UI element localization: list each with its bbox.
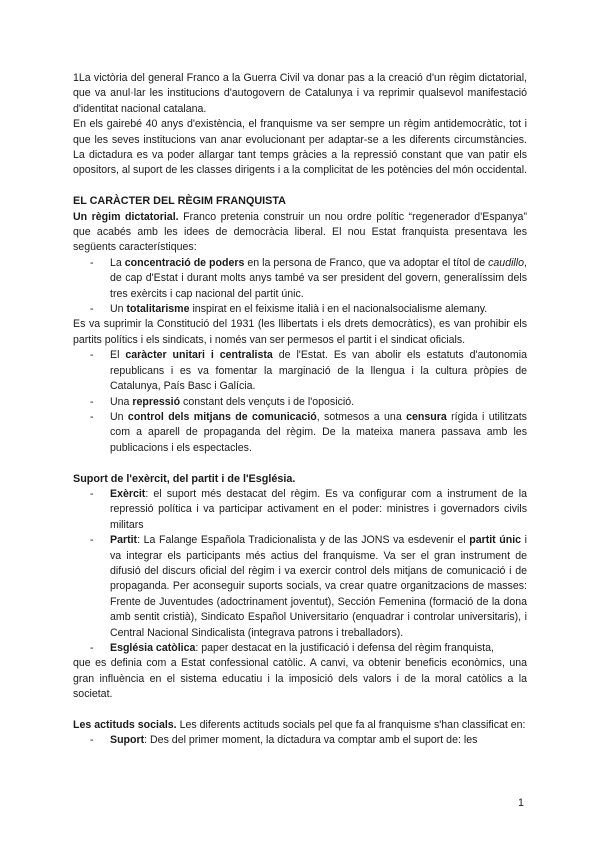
list-item: - El caràcter unitari i centralista de l'Estat. Es van abolir els estatuts d'autonomia republicans i es va fomentar la marginació de la llengua i la cultura pròpies de Catalunya, País Basc i Galícia.	[73, 348, 527, 394]
bullet-dash: -	[90, 642, 94, 654]
bullet-dash: -	[90, 487, 94, 500]
social-attitudes-paragraph: Les actituds socials. Les diferents actituds socials pel que fa al franquisme s'han classificat en:	[73, 719, 526, 732]
section-heading-regime: EL CARÀCTER DEL RÈGIM FRANQUISTA	[73, 195, 286, 208]
list-item: - Suport: Des del primer moment, la dictadura va comptar amb el suport de: les	[73, 733, 527, 748]
regime-lead-paragraph: Un règim dictatorial. Franco pretenia construir un nou ordre polític “regenerador d'Espanya” que acabés amb les idees de democràcia liberal. El nou Estat franquista presentava les següents característiques:	[73, 210, 527, 254]
bullet-dash: -	[90, 395, 94, 408]
document-page	[73, 71, 527, 749]
church-continuation-paragraph: que es definia com a Estat confessional catòlic. A canvi, va obtenir beneficis econòmics, una gran influència en el sistema educatiu i la imposició dels valors i de la moral catòlics a la societat.	[73, 657, 527, 701]
bullet-dash: -	[90, 349, 94, 362]
list-item: - Exèrcit: el suport més destacat del règim. Es va configurar com a instrument de la repressió política i va participar activament en el poder: ministres i governadors civils militars	[73, 487, 527, 533]
list-item: - Una repressió constant dels vençuts i de l'oposició.	[73, 395, 527, 410]
bullet-dash: -	[90, 303, 94, 316]
list-item: - Església catòlica: paper destacat en la justificació i defensa del règim franquista,	[73, 641, 527, 656]
intro-paragraph-1: 1La victòria del general Franco a la Guerra Civil va donar pas a la creació d'un règim dictatorial, que va anul·lar les institucions d'autogovern de Catalunya i va reprimir qualsevol manifestació d'identitat nacional catalana.	[73, 72, 527, 115]
bullet-dash: -	[90, 734, 94, 747]
list-item: - Partit: La Falange Española Tradicionalista y de las JONS va esdevenir el partit únic i va integrar els participants més actius del franquisme. Va ser el gran instrument de difusió del discurs oficial del règim i va exercir control dels mitjans de comunicació i de propaganda. Per aconseguir suports socials, va crear quatre organitzacions de masses: Frente de Juventudes (adoctrinament joventut), Sección Femenina (formació de la dona amb sentit cristià), Sindicato Español Universitario (enquadrar i controlar universitaris), i Central Nacional Sindicalista (integrava patrons i treballadors).	[73, 533, 527, 641]
regime-continuation-paragraph: Es va suprimir la Constitució del 1931 (les llibertats i els drets democràtics), es van prohibir els partits polítics i els sindicats, i només van ser permesos el partit i el sindicat oficials.	[73, 318, 527, 346]
bullet-dash: -	[90, 534, 94, 547]
section-heading-support: Suport de l'exèrcit, del partit i de l'Església.	[73, 472, 296, 485]
list-item: - Un totalitarisme inspirat en el feixisme italià i en el nacionalsocialisme alemany.	[73, 302, 527, 317]
intro-paragraph-2: En els gairebé 40 anys d'existència, el franquisme va ser sempre un règim antidemocràtic, tot i que les seves institucions van anar evolucionant per adaptar-se a les diferents circumstàncies. La dictadura es va poder allargar tant temps gràcies a la repressió constant que van patir els opositors, al suport de les classes dirigents i a la complicitat de les potències del món occidental.	[73, 118, 528, 177]
page-number: 1	[518, 797, 524, 809]
list-item: - Un control dels mitjans de comunicació, sotmesos a una censura rígida i utilitzats com a aparell de propaganda del règim. De la mateixa manera passava amb les publicacions i els espectacles.	[73, 410, 527, 456]
list-item: - La concentració de poders en la persona de Franco, que va adoptar el títol de caudillo, de cap d'Estat i durant molts anys també va ser president del govern, generalíssim dels tres exèrcits i cap nacional del partit únic.	[73, 256, 527, 302]
bullet-dash: -	[90, 410, 94, 423]
bullet-dash: -	[90, 256, 94, 269]
